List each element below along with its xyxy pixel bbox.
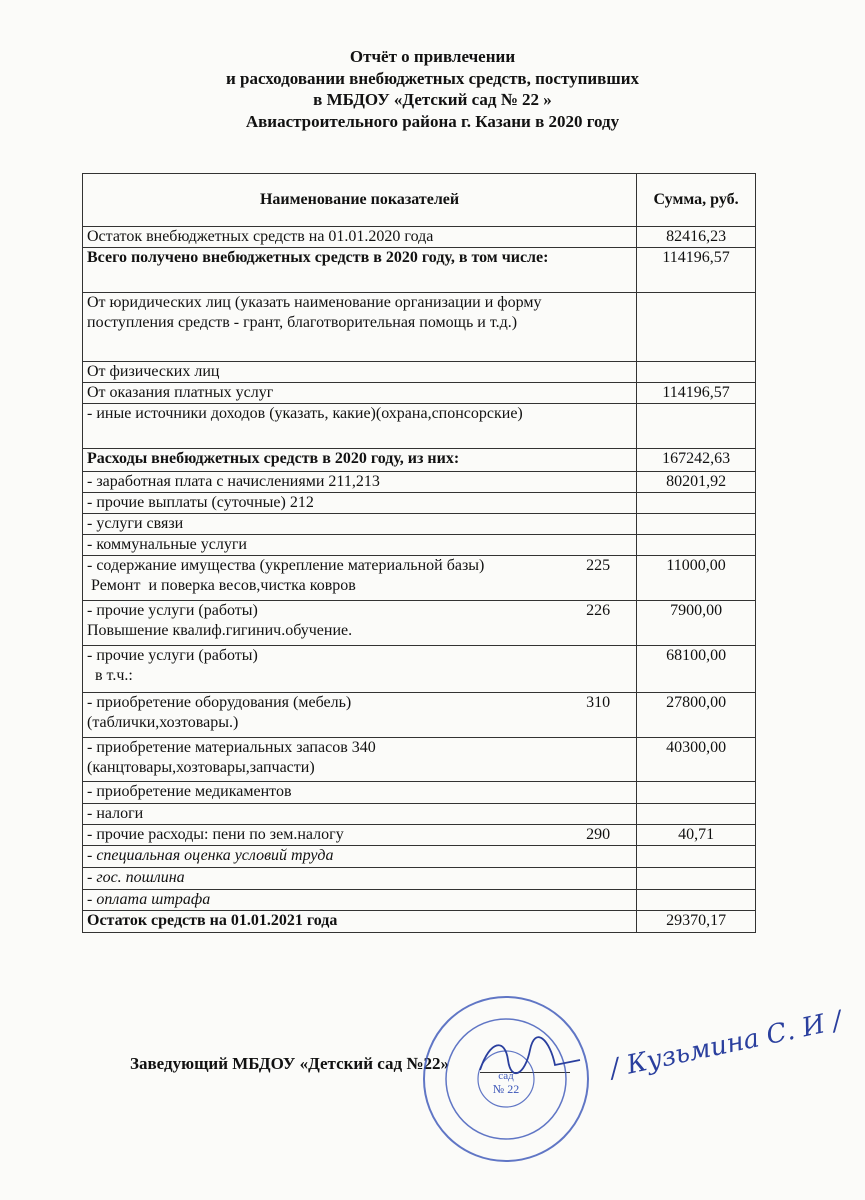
row-label	[83, 825, 637, 846]
row-label	[83, 535, 637, 556]
row-value	[637, 514, 756, 535]
table-row	[83, 293, 756, 362]
table-row	[83, 890, 756, 911]
row-label-text: - приобретение оборудования (мебель)	[87, 694, 352, 711]
row-label-text: - прочие услуги (работы)	[87, 602, 258, 619]
row-label	[83, 248, 637, 293]
table-row	[83, 804, 756, 825]
table-row	[83, 782, 756, 804]
row-value	[637, 846, 756, 868]
row-label-text: Остаток внебюджетных средств на 01.01.2020 года	[87, 228, 434, 245]
row-label-text: - иные источники доходов (указать, какие)(охрана,спонсорские)	[87, 405, 523, 422]
table-row	[83, 556, 756, 601]
row-label-text: - специальная оценка условий труда	[87, 847, 334, 864]
row-label	[83, 293, 637, 362]
table-row	[83, 535, 756, 556]
row-value	[637, 404, 756, 449]
row-value	[637, 493, 756, 514]
row-label	[83, 846, 637, 868]
row-value: 114196,57	[637, 248, 756, 293]
row-label-text: - приобретение медикаментов	[87, 783, 292, 800]
row-label-text: - прочие выплаты (суточные) 212	[87, 494, 314, 511]
row-label	[83, 362, 637, 383]
row-label	[83, 911, 637, 933]
row-label-detail: в т.ч.:	[87, 667, 133, 684]
row-label-text: - приобретение материальных запасов 340	[87, 739, 376, 756]
row-label	[83, 601, 637, 646]
title-line: Авиастроительного района г. Казани в 2020 году	[245, 111, 620, 131]
table-row	[83, 248, 756, 293]
row-value	[637, 293, 756, 362]
row-value: 40,71	[637, 825, 756, 846]
svg-text:№ 22: № 22	[492, 1082, 520, 1096]
table-row	[83, 646, 756, 693]
table-row	[83, 227, 756, 248]
signature-label: Заведующий МБДОУ «Детский сад №22»	[130, 1054, 449, 1073]
row-label-text: От оказания платных услуг	[87, 384, 274, 401]
row-label	[83, 868, 637, 890]
table-row	[83, 383, 756, 404]
row-value: 40300,00	[637, 738, 756, 782]
row-label	[83, 449, 637, 472]
table-row	[83, 846, 756, 868]
row-label	[83, 404, 637, 449]
row-label-text: - услуги связи	[87, 515, 184, 532]
row-label-text: - гос. пошлина	[87, 869, 185, 886]
row-label-detail: Повышение квалиф.гигинич.обучение.	[87, 622, 353, 639]
row-label-text: Расходы внебюджетных средств в 2020 году, из них:	[87, 450, 460, 467]
row-value: 11000,00	[637, 556, 756, 601]
row-label	[83, 782, 637, 804]
row-label	[83, 514, 637, 535]
handwritten-name: / Кузьмина С. И /	[607, 1005, 845, 1085]
row-value	[637, 362, 756, 383]
row-label	[83, 383, 637, 404]
table-row	[83, 362, 756, 383]
table-row	[83, 514, 756, 535]
row-label	[83, 556, 637, 601]
row-label-text: Остаток средств на 01.01.2021 года	[87, 912, 338, 929]
budget-code: 225	[586, 557, 611, 574]
table-row	[83, 693, 756, 738]
row-label-text: Всего получено внебюджетных средств в 2020 году, в том числе:	[87, 249, 549, 266]
report-table	[82, 173, 756, 933]
row-label-text: От физических лиц	[87, 363, 220, 380]
table-row	[83, 825, 756, 846]
row-label-detail: Ремонт и поверка весов,чистка ковров	[87, 577, 356, 594]
table-row	[83, 404, 756, 449]
row-label	[83, 738, 637, 782]
document-title	[0, 46, 865, 132]
budget-code: 290	[586, 826, 611, 843]
table-row	[83, 601, 756, 646]
row-value: 167242,63	[637, 449, 756, 472]
signature-scribble	[470, 1030, 590, 1080]
header-indicator: Наименование показателей	[83, 174, 637, 227]
budget-code: 226	[586, 602, 611, 619]
row-value	[637, 890, 756, 911]
row-label-text: - оплата штрафа	[87, 891, 211, 908]
title-line: Отчёт о привлечении	[349, 47, 516, 66]
row-label-detail: (таблички,хозтовары.)	[87, 714, 239, 731]
row-label-text: - прочие услуги (работы)	[87, 647, 258, 664]
row-value: 80201,92	[637, 472, 756, 493]
row-value: 7900,00	[637, 601, 756, 646]
row-label	[83, 804, 637, 825]
row-label-detail: (канцтовары,хозтовары,запчасти)	[87, 759, 315, 776]
row-label-text: От юридических лиц (указать наименование организации и форму поступления средств - грант, благотворительная помощь и т.д.)	[87, 294, 542, 331]
title-line: в МБДОУ «Детский сад № 22 »	[313, 90, 552, 109]
row-label	[83, 646, 637, 693]
row-label	[83, 890, 637, 911]
row-label-text: - прочие расходы: пени по зем.налогу	[87, 826, 344, 843]
row-label-text: - налоги	[87, 805, 144, 822]
table-row	[83, 472, 756, 493]
row-value: 68100,00	[637, 646, 756, 693]
table-row	[83, 493, 756, 514]
row-value: 82416,23	[637, 227, 756, 248]
row-value	[637, 868, 756, 890]
row-value: 114196,57	[637, 383, 756, 404]
table-row	[83, 868, 756, 890]
table-row	[83, 449, 756, 472]
row-label	[83, 693, 637, 738]
title-line: и расходовании внебюджетных средств, поступивших	[225, 68, 639, 88]
row-label-text: - заработная плата с начислениями 211,213	[87, 473, 380, 490]
row-label	[83, 227, 637, 248]
table-row	[83, 911, 756, 933]
row-label	[83, 472, 637, 493]
table-row	[83, 738, 756, 782]
svg-text:сад: сад	[498, 1070, 514, 1082]
budget-code: 310	[586, 694, 611, 711]
row-value	[637, 535, 756, 556]
row-label	[83, 493, 637, 514]
row-label-text: - коммунальные услуги	[87, 536, 247, 553]
row-value	[637, 782, 756, 804]
header-sum: Сумма, руб.	[637, 174, 756, 227]
row-label-text: - содержание имущества (укрепление материальной базы)	[87, 557, 485, 574]
row-value	[637, 804, 756, 825]
row-value: 27800,00	[637, 693, 756, 738]
row-value: 29370,17	[637, 911, 756, 933]
